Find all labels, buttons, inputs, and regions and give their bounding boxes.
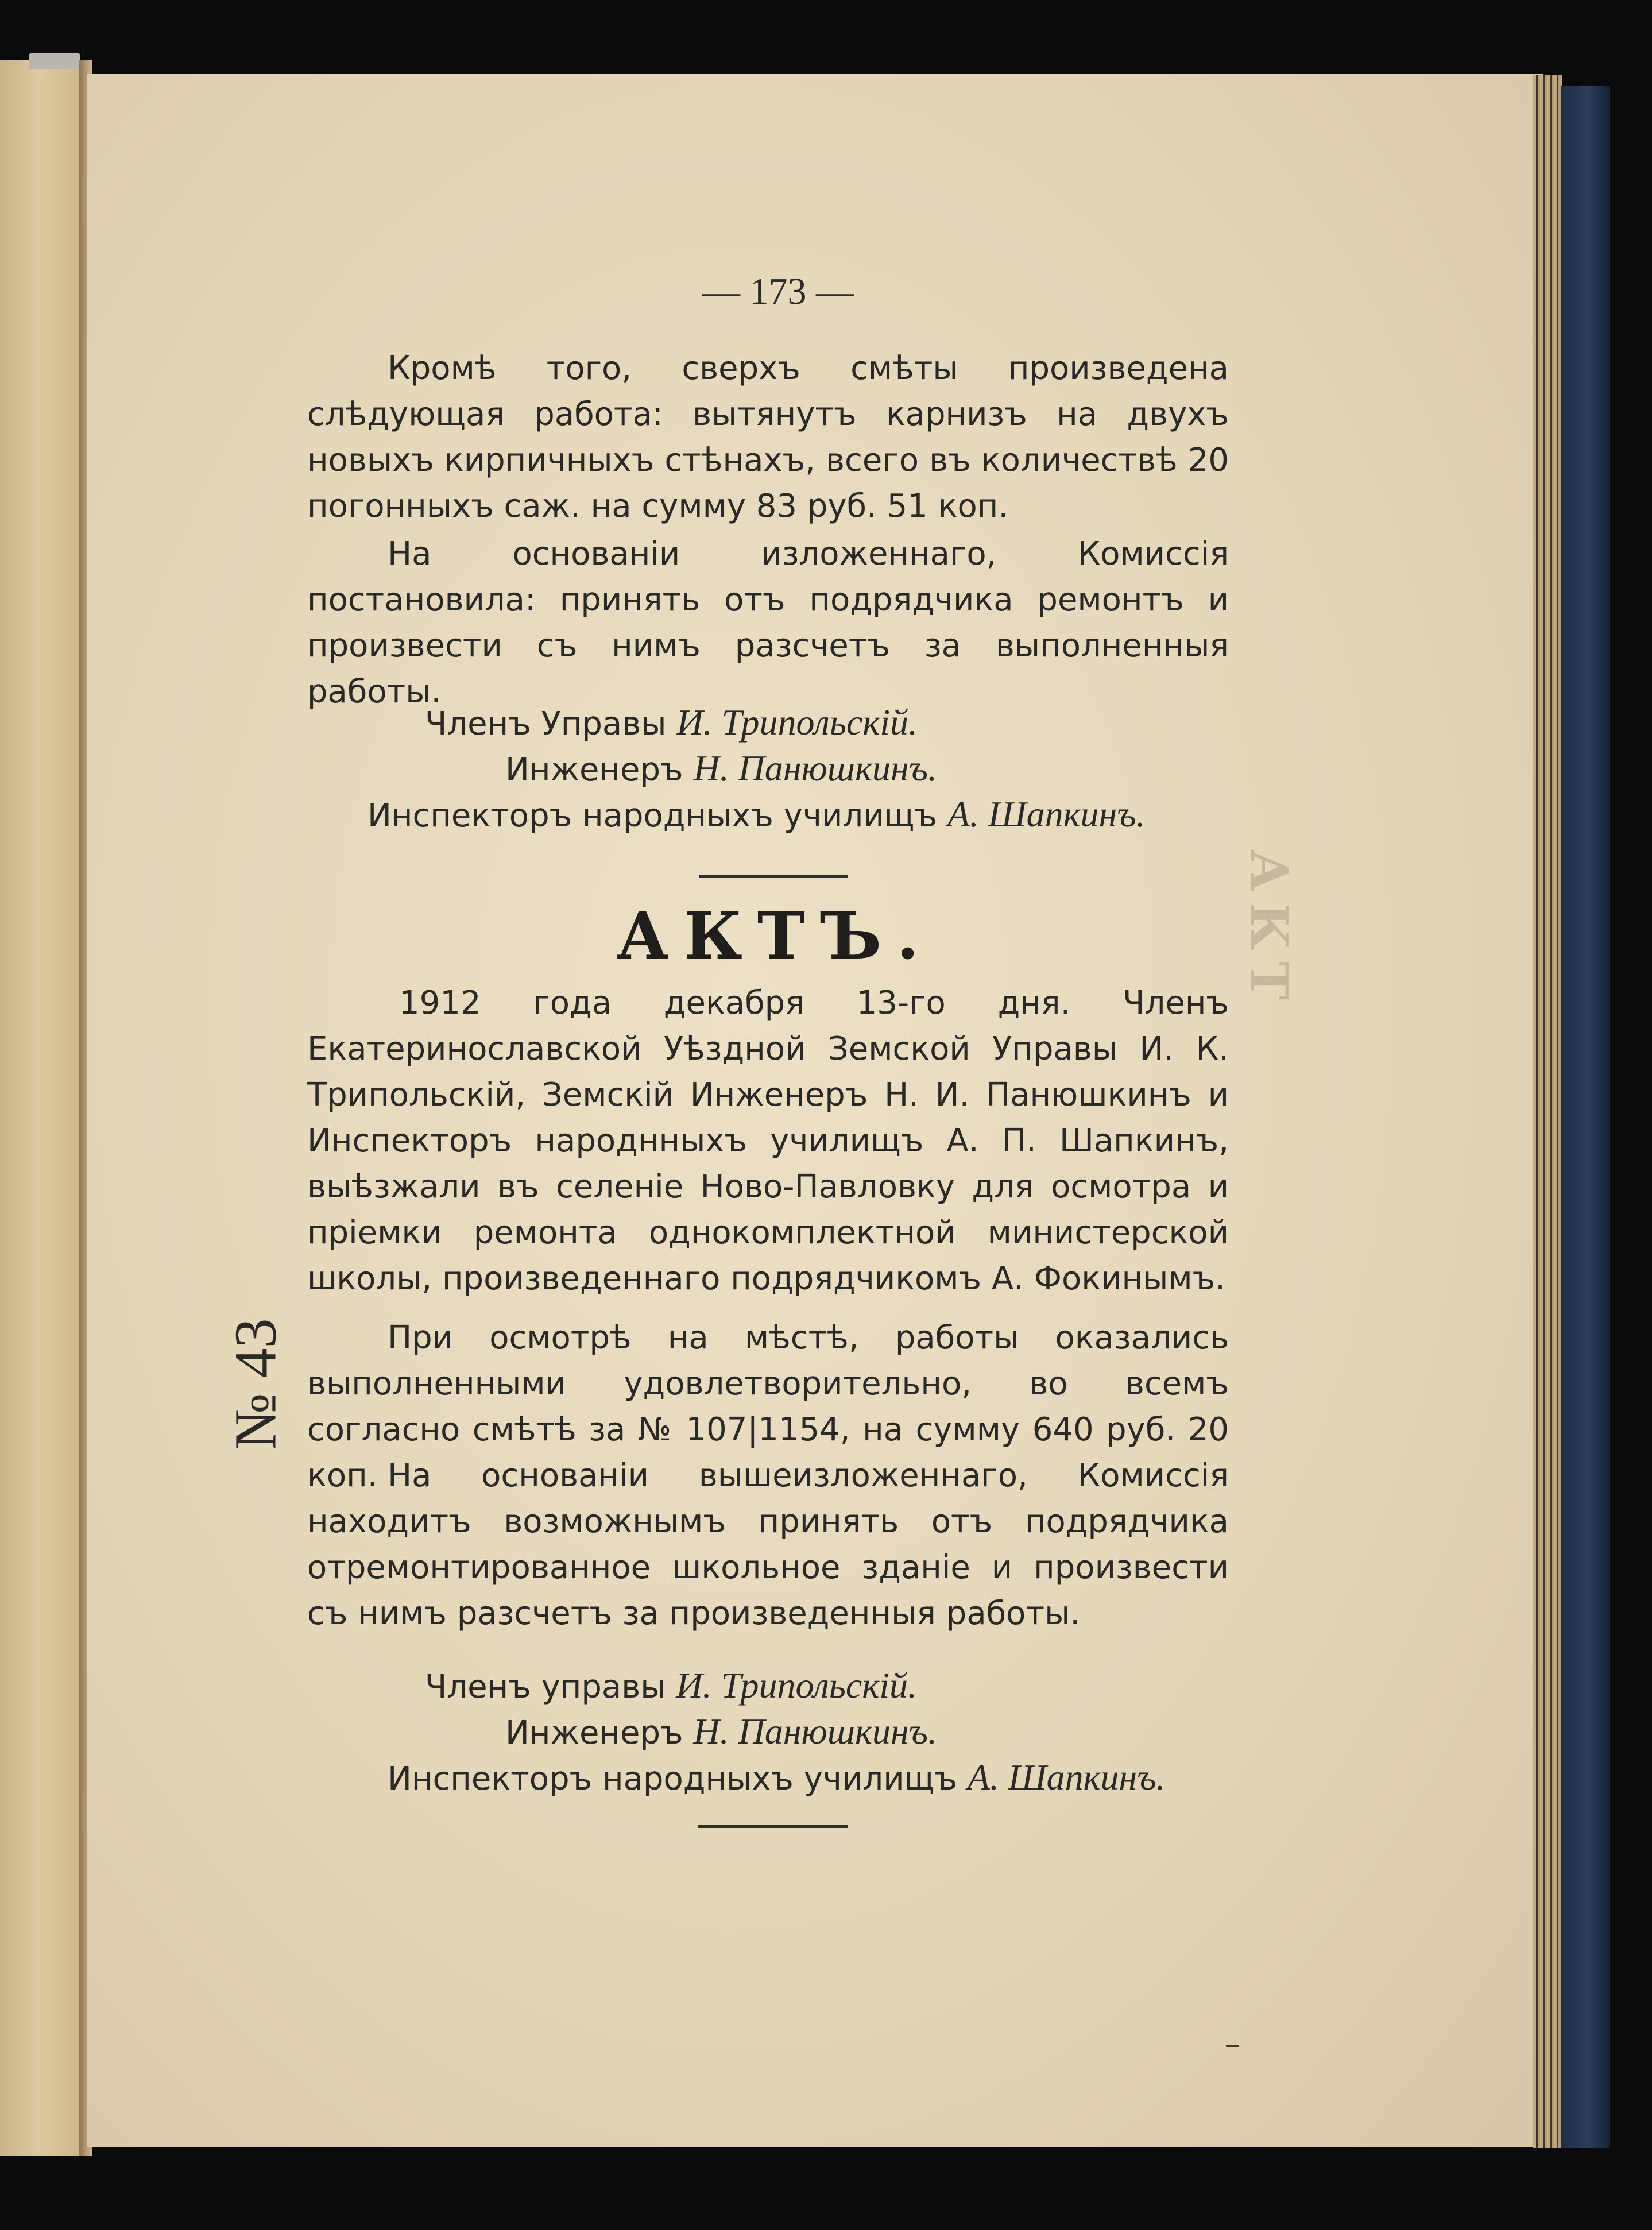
signature-title: Членъ управы: [425, 1668, 666, 1706]
signature-title: Инспекторъ народныхъ училищъ: [367, 797, 937, 834]
paragraph: Кромѣ того, сверхъ смѣты произведена слѣдующая работа: вытянутъ карнизъ на двухъ новыхъ кирпичныхъ стѣнахъ, всего въ количествѣ 20 погонныхъ саж. на сумму 83 руб. 51 коп.: [307, 350, 1229, 525]
signature-line: [0, 791, 1652, 839]
signature-line: [0, 745, 1652, 793]
end-divider: [698, 1825, 848, 1828]
book-cover-edge: [1561, 86, 1610, 2148]
page-mark: [1226, 2045, 1239, 2047]
signature-name: А. Шапкинъ.: [967, 1757, 1166, 1798]
page-number: — 173 —: [702, 270, 854, 312]
paragraph: 1912 года декабря 13-го дня. Членъ Екатеринославской Уѣздной Земской Управы И. К. Трипольскій, Земскій Инженеръ Н. И. Панюшкинъ и Инспекторъ народнныхъ училищъ А. П. Шапкинъ, выѣзжали въ селеніе Ново-Павловку для осмотра и пріемки ремонта однокомплектной министерской школы, произведеннаго подрядчикомъ А. Фокинымъ.: [307, 984, 1229, 1297]
paragraph: При осмотрѣ на мѣстѣ, работы оказались выполненными удовлетворительно, во всемъ согласно смѣтѣ за № 107|1154, на сумму 640 руб. 20 коп.: [307, 1319, 1229, 1494]
signature-name: И. Трипольскій.: [676, 702, 918, 743]
left-page-edge: [0, 60, 86, 2156]
signature-line: [0, 1663, 1652, 1710]
paragraph: На основаніи изложеннаго, Комиссія постановила: принять отъ подрядчика ремонтъ и произвести съ нимъ разсчетъ за выполненныя работы.: [307, 535, 1229, 710]
section-divider: [699, 875, 848, 878]
binding-tab: [29, 53, 80, 69]
signature-name: Н. Панюшкинъ.: [693, 748, 937, 789]
signature-name: Н. Панюшкинъ.: [693, 1711, 937, 1752]
signature-title: Инженеръ: [505, 751, 683, 789]
bleed-through-text: АКТ: [1239, 849, 1299, 1012]
signature-line: [0, 699, 1652, 747]
page-edges: [1533, 75, 1562, 2148]
signature-line: [0, 1709, 1652, 1756]
document-heading: АКТЪ.: [616, 899, 934, 974]
document-number-label: [224, 1295, 287, 1473]
signature-title: Инспекторъ народныхъ училищъ: [388, 1760, 957, 1798]
signature-name: А. Шапкинъ.: [947, 794, 1146, 834]
paragraph: На основаніи вышеизложеннаго, Комиссія находитъ возможнымъ принять отъ подрядчика отремонтированное школьное зданіе и произвести съ нимъ разсчетъ за произведенныя работы.: [307, 1457, 1229, 1632]
signature-line: [0, 1754, 1652, 1802]
signature-title: Членъ Управы: [425, 705, 667, 743]
signature-name: И. Трипольскій.: [676, 1665, 918, 1706]
signature-title: Инженеръ: [505, 1714, 683, 1752]
document-number: № 43: [222, 1318, 289, 1450]
